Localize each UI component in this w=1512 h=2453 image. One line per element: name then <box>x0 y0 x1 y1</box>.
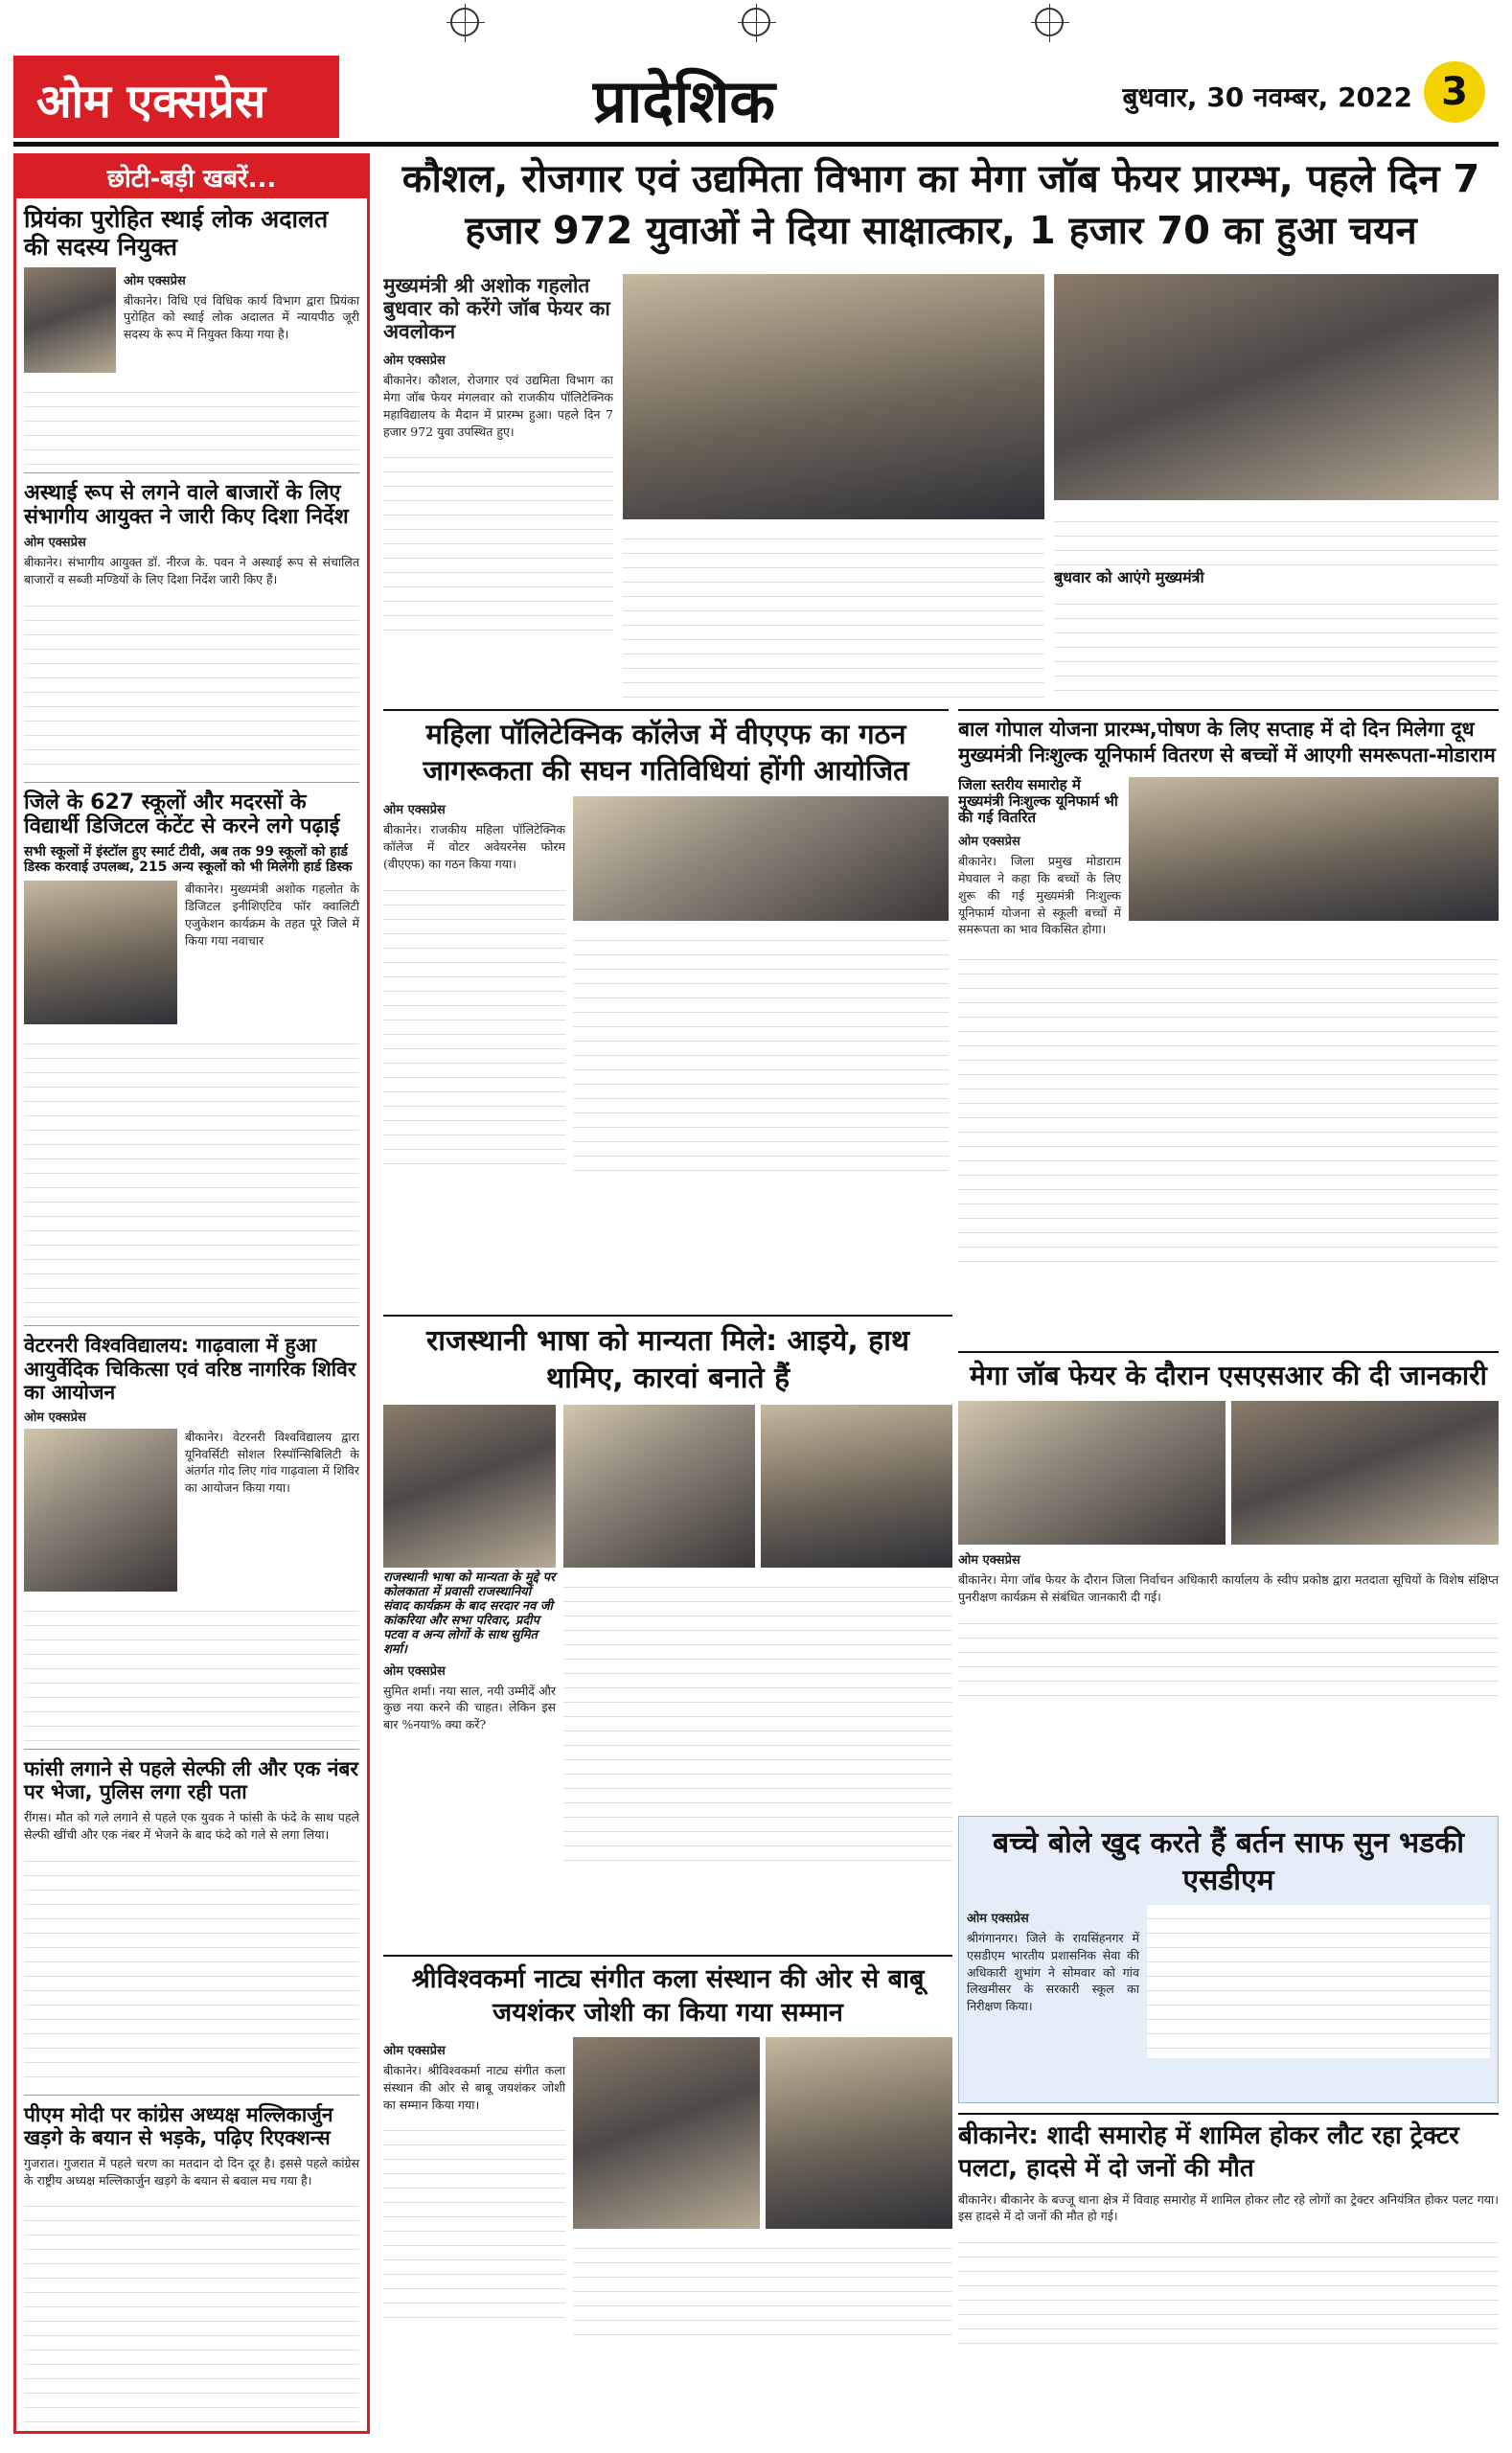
body-text-block <box>24 1597 359 1741</box>
story-headline: मेगा जॉब फेयर के दौरान एसएसआर की दी जानकारी <box>970 1360 1487 1391</box>
lead-story-right <box>1054 508 1499 699</box>
natya-sansthan-story <box>383 1955 952 2434</box>
lead-story-continued <box>623 525 1044 699</box>
story-headline: अस्थाई रूप से लगने वाले बाजारों के लिए संभागीय आयुक्त ने जारी किए दिशा निर्देश <box>24 480 349 529</box>
story-byline: ओम एक्सप्रेस <box>383 2044 446 2059</box>
camp-photo <box>24 1429 177 1592</box>
story-byline: ओम एक्सप्रेस <box>383 803 446 818</box>
rajasthani-language-story <box>383 1315 952 1947</box>
story-byline: ओम एक्सप्रेस <box>958 1553 1020 1569</box>
body-text-block <box>24 2192 359 2434</box>
ssr-story <box>958 1351 1499 1801</box>
lead-subhead: बुधवार को आएंगे मुख्यमंत्री <box>1054 568 1204 586</box>
story-byline: ओम एक्सप्रेस <box>24 536 86 551</box>
registration-mark-icon <box>742 8 770 36</box>
body-text-block <box>623 525 1044 699</box>
body-text-block <box>1147 1905 1490 2058</box>
body-text-block <box>573 2235 952 2340</box>
story-headline: बीकानेर: शादी समारोह में शामिल होकर लौट रहा ट्रेक्टर पलटा, हादसे में दो जनों की मौत <box>958 2121 1459 2183</box>
story-headline: बाल गोपाल योजना प्रारम्भ,पोषण के लिए सप्ताह में दो दिन मिलेगा दूध मुख्यमंत्री निःशुल्क यूनिफार्म वितरण से बच्चों में आएगी समरूपता-मोडाराम <box>958 718 1496 768</box>
lead-story-text <box>383 274 613 696</box>
body-text-block <box>563 1573 952 1861</box>
story-lead: श्रीगंगानगर। जिले के रायसिंहनगर में एसडीएम भारतीय प्रशासनिक सेवा की अधिकारी शुभांग ने सोमवार को गांव लिखमीसर के सरकारी स्कूल का निरीक्षण किया। <box>967 1931 1139 2013</box>
group-photo <box>563 1405 755 1568</box>
story-lead: गुजरात। गुजरात में पहले चरण का मतदान दो दिन दूर है। इससे पहले कांग्रेस के राष्ट्रीय अध्यक्ष मल्लिकार्जुन खड़गे के बयान से बवाल मच गया है। <box>24 2155 359 2188</box>
lead-story-headline-box <box>383 153 1499 266</box>
story-headline: राजस्थानी भाषा को मान्यता मिले: आइये, हाथ थामिए, कारवां बनाते हैं <box>425 1324 910 1395</box>
photo-caption: राजस्थानी भाषा को मान्यता के मुद्दे पर कोलकाता में प्रवासी राजस्थानियों संवाद कार्यक्रम के बाद सरदार नव जी कांकरिया और सभा परिवार, प्रदीप पटवा व अन्य लोगों के साथ सुमित शर्मा। <box>383 1570 556 1657</box>
story-headline: जिले के 627 स्कूलों और मदरसों के विद्यार्थी डिजिटल कंटेंट से करने लगे पढ़ाई <box>24 790 340 838</box>
story-headline: पीएम मोदी पर कांग्रेस अध्यक्ष मल्लिकार्जुन खड़गे के बयान से भड़के, पढ़िए रिएक्शन्स <box>24 2102 333 2149</box>
brief-story <box>24 1757 359 2096</box>
bal-gopal-story <box>958 709 1499 1341</box>
felicitation-photo <box>766 2037 952 2229</box>
group-photo <box>761 1405 952 1568</box>
page-number-badge: 3 <box>1424 61 1485 123</box>
body-text-block <box>1054 590 1499 699</box>
story-lead: बीकानेर। राजकीय महिला पॉलिटेक्निक कॉलेज में वोटर अवेयरनेस फोरम (वीएएफ) का गठन किया गया। <box>383 822 565 871</box>
story-lead: बीकानेर। मेगा जॉब फेयर के दौरान जिला निर्वाचन अधिकारी कार्यालय के स्वीप प्रकोष्ठ द्वारा मतदाता सूचियों के विशेष संक्षिप्त पुनरीक्षण कार्यक्रम से संबंधित जानकारी दी गई। <box>958 1572 1499 1605</box>
body-text-block <box>24 1847 359 2087</box>
section-title: प्रादेशिक <box>592 66 776 136</box>
ssr-photo <box>958 1401 1226 1545</box>
body-text-block <box>958 2229 1499 2344</box>
portrait-photo <box>383 1405 556 1568</box>
body-text-block <box>24 1030 359 1318</box>
story-headline: प्रियंका पुरोहित स्थाई लोक अदालत की सदस्य नियुक्त <box>24 205 329 261</box>
job-fair-photo-left <box>623 274 1044 519</box>
masthead-rule <box>13 142 1499 147</box>
story-headline: फांसी लगाने से पहले सेल्फी ली और एक नंबर पर भेजा, पुलिस लगा रही पता <box>24 1756 358 1803</box>
story-lead: बीकानेर। मुख्यमंत्री अशोक गहलोत के डिजिटल इनीशिएटिव फॉर क्वालिटी एजुकेशन कार्यक्रम के तहत पूरे जिले में किया गया नवाचार <box>185 882 359 948</box>
body-text-block <box>383 877 565 1164</box>
story-headline: श्रीविश्वकर्मा नाट्य संगीत कला संस्थान की ओर से बाबू जयशंकर जोशी का किया गया सम्मान <box>411 1964 925 2029</box>
body-text-block <box>958 946 1499 1262</box>
registration-mark-icon <box>1035 8 1064 36</box>
body-text-block <box>383 444 613 635</box>
portrait-photo <box>24 267 116 373</box>
story-lead: बीकानेर। कौशल, रोजगार एवं उद्यमिता विभाग का मेगा जॉब फेयर मंगलवार को राजकीय पॉलिटेक्निक महाविद्यालय के मैदान में प्रारम्भ हुआ। पहले दिन 7 हजार 972 युवा उपस्थित हुए। <box>383 373 613 439</box>
issue-date: बुधवार, 30 नवम्बर, 2022 <box>1122 81 1412 113</box>
body-text-block <box>573 927 949 1176</box>
lead-kicker: मुख्यमंत्री श्री अशोक गहलोत बुधवार को करेंगे जॉब फेयर का अवलोकन <box>383 274 610 344</box>
story-headline: महिला पॉलिटेक्निक कॉलेज में वीएएफ का गठन जागरूकता की सघन गतिविधियां होंगी आयोजित <box>423 718 909 787</box>
tractor-accident-story <box>958 2113 1499 2434</box>
brief-story <box>24 1334 359 1749</box>
story-lead: सुमित शर्मा। नया साल, नयी उम्मीदें और कुछ नया करने की चाहत। लेकिन इस बार %नया% क्या करें? <box>383 1683 556 1732</box>
body-text-block <box>24 378 359 465</box>
story-lead: बीकानेर। विधि एवं विधिक कार्य विभाग द्वारा प्रियंका पुरोहित को स्थाई लोक अदालत में न्यायपीठ जूरी सदस्य के रूप में नियुक्त किया गया है। <box>124 292 359 341</box>
story-subhead: सभी स्कूलों में इंस्टॉल हुए स्मार्ट टीवी, अब तक 99 स्कूलों को हार्ड डिस्क करवाई उपलब्ध, 215 अन्य स्कूलों को भी मिलेगी हार्ड डिस्क <box>24 844 353 876</box>
registration-mark-icon <box>450 8 479 36</box>
briefs-header: छोटी-बड़ी खबरें... <box>16 156 367 198</box>
story-byline: ओम एक्सप्रेस <box>383 354 446 369</box>
classroom-photo <box>24 881 177 1024</box>
story-lead: बीकानेर। बीकानेर के बज्जू थाना क्षेत्र में विवाह समारोह में शामिल होकर लौट रहे लोगों का ट्रेक्टर अनियंत्रित होकर पलट गया। इस हादसे में दो जनों की मौत हो गई। <box>958 2191 1499 2224</box>
newspaper-brand: ओम एक्सप्रेस <box>13 56 339 138</box>
story-byline: ओम एक्सप्रेस <box>124 273 186 288</box>
story-lead: बीकानेर। संभागीय आयुक्त डॉ. नीरज के. पवन ने अस्थाई रूप से संचालित बाजारों व सब्जी मण्डियों के लिए दिशा निर्देश जारी किए हैं। <box>24 555 359 586</box>
ssr-photo <box>1231 1401 1499 1545</box>
felicitation-photo <box>573 2037 760 2229</box>
story-headline: बच्चे बोले खुद करते हैं बर्तन साफ सुन भडकी एसडीएम <box>992 1826 1465 1897</box>
story-lead: बीकानेर। श्रीविश्वकर्मा नाट्य संगीत कला संस्थान की ओर से बाबू जयशंकर जोशी का सम्मान किया गया। <box>383 2063 565 2112</box>
story-kicker: जिला स्तरीय समारोह में मुख्यमंत्री निःशुल्क यूनिफार्म भी की गई वितरित <box>958 775 1118 827</box>
story-byline: ओम एक्सप्रेस <box>958 835 1020 850</box>
story-byline: ओम एक्सप्रेस <box>383 1663 446 1679</box>
story-lead: रींगस। मौत को गले लगाने से पहले एक युवक ने फांसी के फंदे के साथ पहले सेल्फी खींची और एक नंबर में भेजने के बाद फंदे को गले से लगा लिया। <box>24 1810 359 1842</box>
body-text-block <box>24 592 359 774</box>
brief-story <box>24 791 359 1327</box>
story-byline: ओम एक्सप्रेस <box>24 1410 86 1425</box>
lead-headline: कौशल, रोजगार एवं उद्यमिता विभाग का मेगा जॉब फेयर प्रारम्भ, पहले दिन 7 हजार 972 युवाओं ने दिया साक्षात्कार, 1 हजार 70 का हुआ चयन <box>401 157 1480 253</box>
brief-story <box>24 481 359 783</box>
polytechnic-photo <box>573 796 949 921</box>
story-byline: ओम एक्सप्रेस <box>967 1912 1029 1926</box>
briefs-column <box>13 153 370 2434</box>
body-text-block <box>958 1610 1499 1696</box>
job-fair-photo-right <box>1054 274 1499 500</box>
story-lead: बीकानेर। वेटरनरी विश्वविद्यालय द्वारा यूनिवर्सिटी सोशल रिस्पॉन्सिबिलिटी के अंतर्गत गोद लिए गांव गाढ़वाला में शिविर का आयोजन किया गया। <box>185 1429 359 1496</box>
story-headline: वेटरनरी विश्वविद्यालय: गाढ़वाला में हुआ आयुर्वेदिक चिकित्सा एवं वरिष्ठ नागरिक शिविर का आयोजन <box>24 1334 356 1404</box>
uniform-distribution-photo <box>1129 777 1499 921</box>
brief-story <box>24 2103 359 2434</box>
brief-story <box>24 206 359 473</box>
body-text-block <box>383 2117 565 2327</box>
body-text-block <box>1054 508 1499 565</box>
sdm-story <box>958 1816 1499 2103</box>
masthead <box>13 56 1499 138</box>
story-lead: बीकानेर। जिला प्रमुख मोडाराम मेघवाल ने कहा कि बच्चों के लिए शुरू की गई मुख्यमंत्री निःशुल्क यूनिफार्म योजना से स्कूली बच्चों में समरूपता का भाव विकसित होगा। <box>958 854 1121 937</box>
